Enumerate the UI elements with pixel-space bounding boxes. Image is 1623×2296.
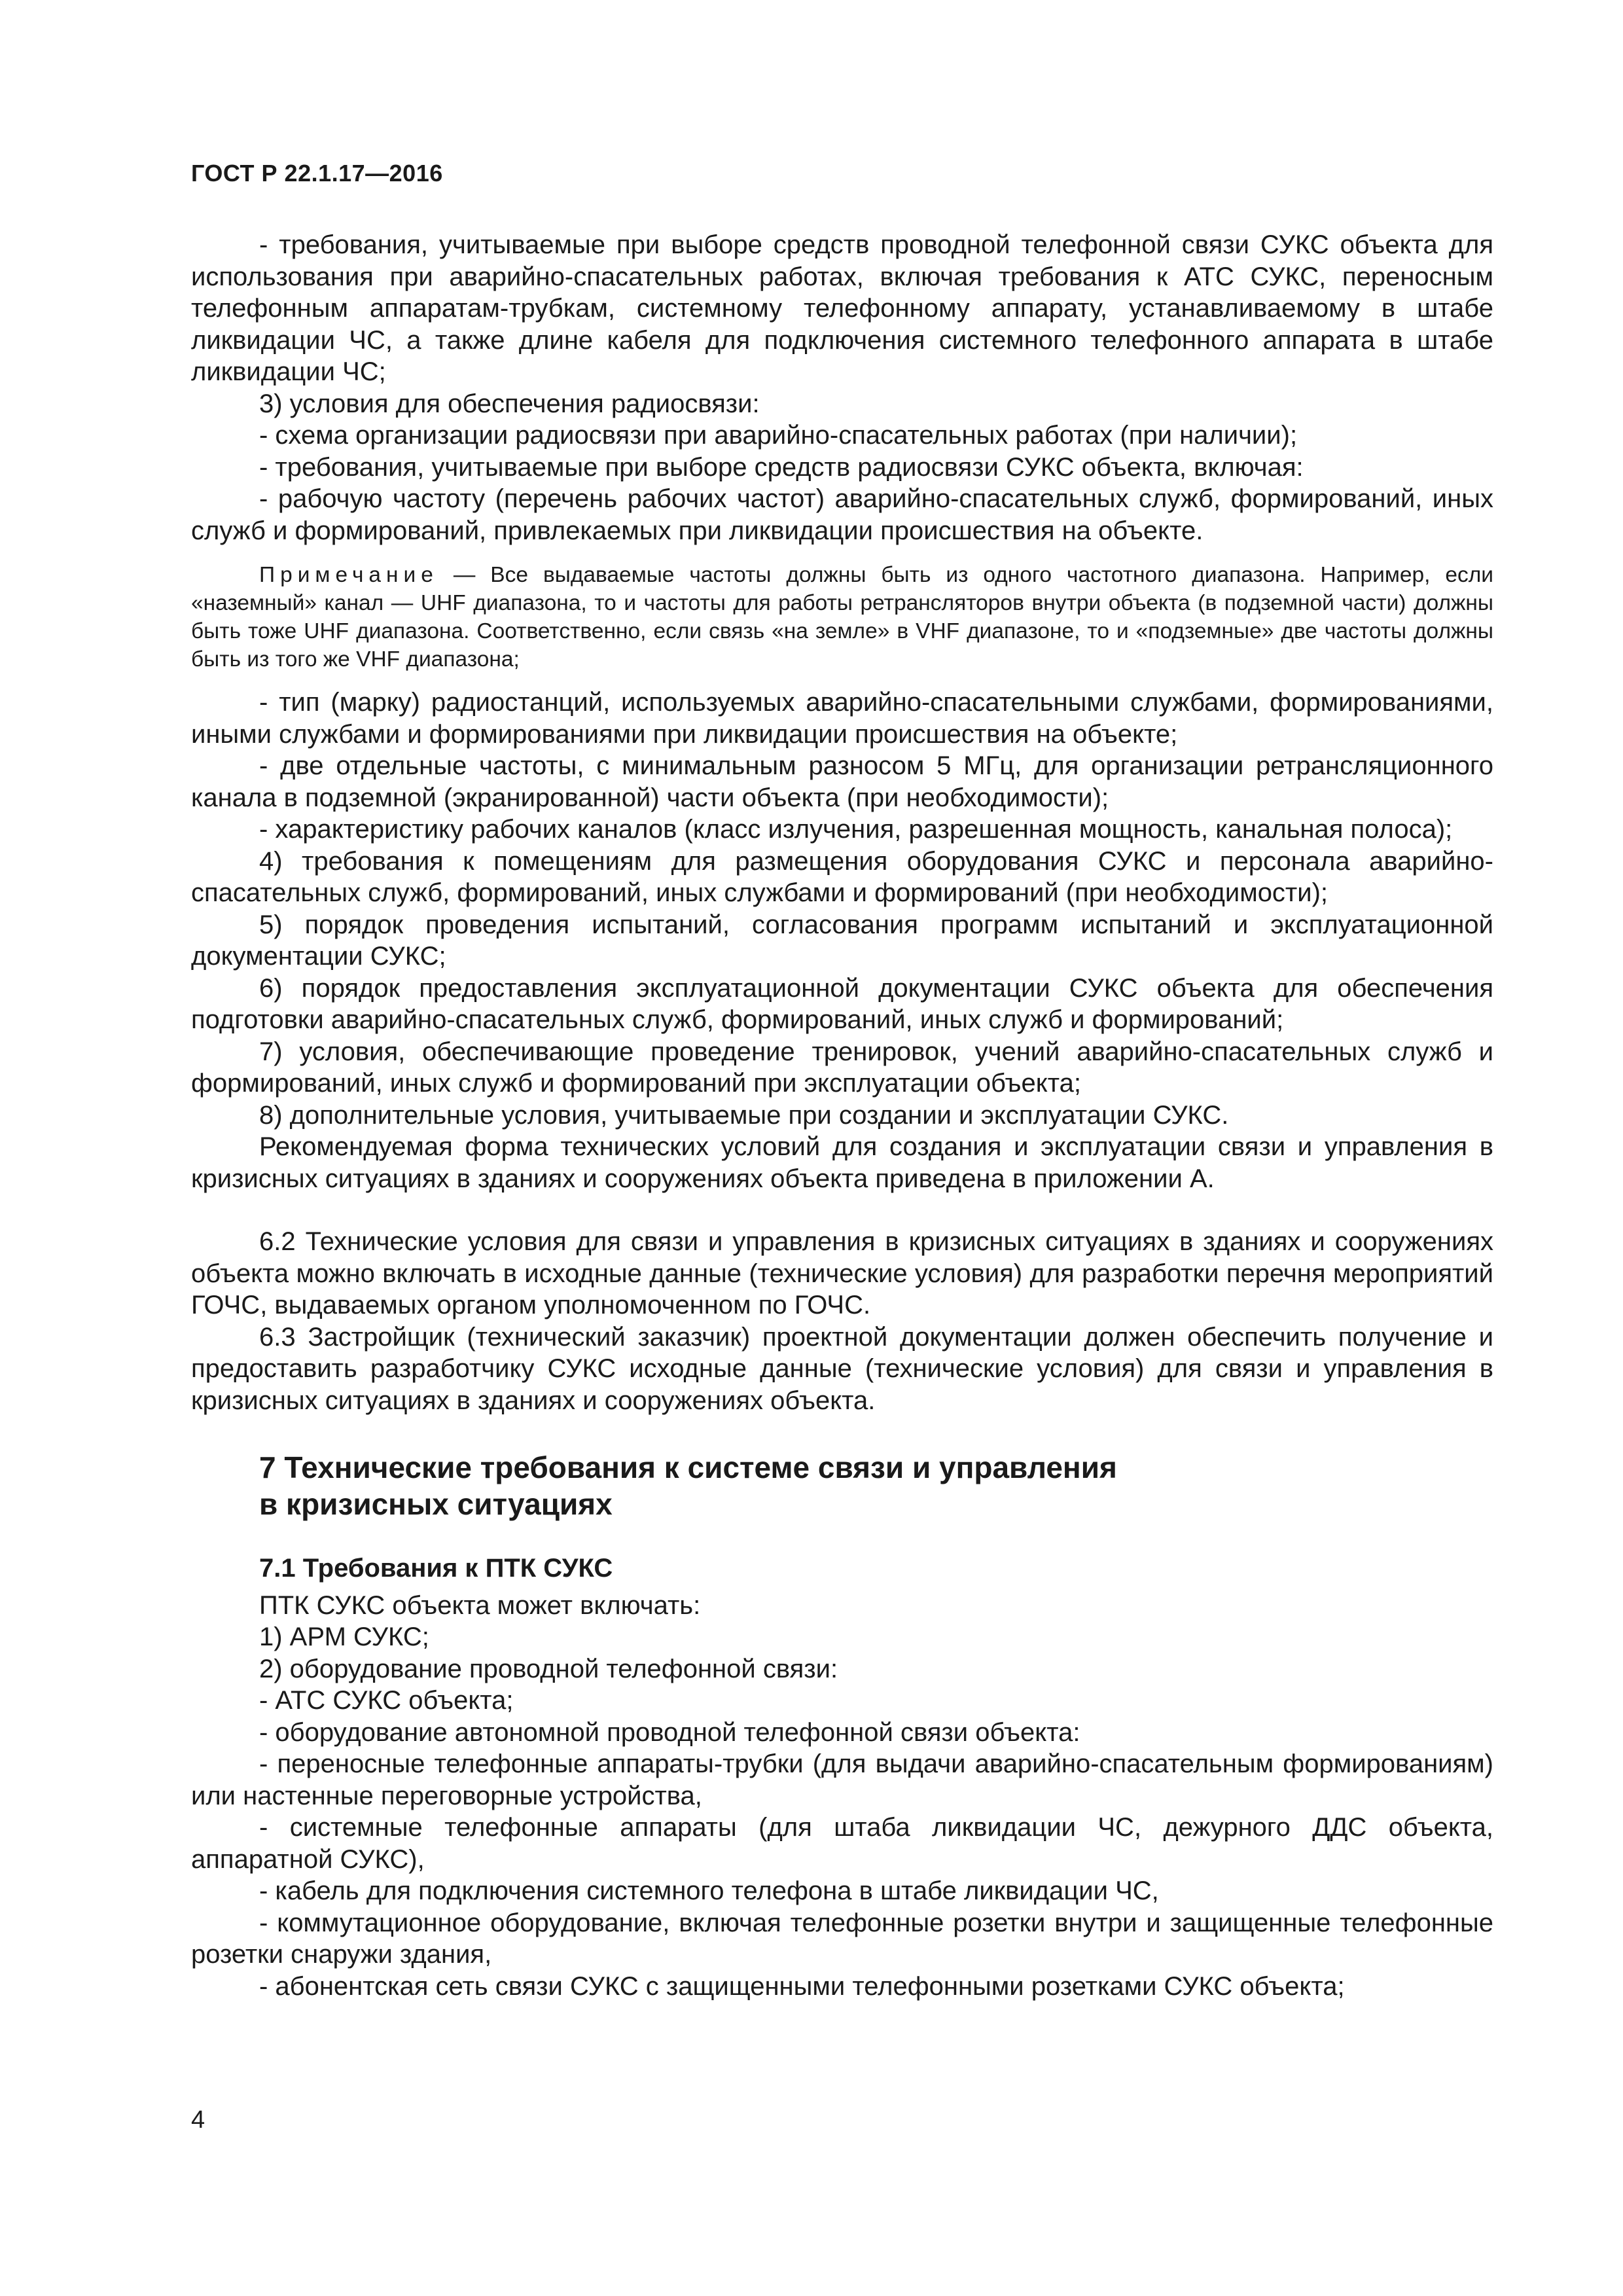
section-7-heading	[259, 1449, 1493, 1522]
list-item: - абонентская сеть связи СУКС с защищенными телефонными розетками СУКС объекта;	[259, 1971, 1345, 2001]
paragraph: - рабочую частоту (перечень рабочих частот) аварийно-спасательных служб, формирований, иных служб и формирований, привлекаемых при ликвидации происшествия на объекте.	[191, 484, 1493, 545]
list-item: - переносные телефонные аппараты-трубки (для выдачи аварийно-спасательным формированиям) или настенные переговорные устройства,	[191, 1749, 1493, 1810]
list-item: - системные телефонные аппараты (для штаба ликвидации ЧС, дежурного ДДС объекта, аппаратной СУКС),	[191, 1813, 1493, 1874]
paragraph: 8) дополнительные условия, учитываемые при создании и эксплуатации СУКС.	[259, 1100, 1229, 1130]
paragraph: 3) условия для обеспечения радиосвязи:	[259, 389, 760, 418]
note-label: Примечание	[259, 563, 438, 587]
list-item: - коммутационное оборудование, включая телефонные розетки внутри и защищенные телефонные розетки снаружи здания,	[191, 1908, 1493, 1969]
clause-6-2: 6.2 Технические условия для связи и управления в кризисных ситуациях в зданиях и сооружениях объекта можно включать в исходные данные (технические условия) для разработки перечня мероприятий ГОЧС, выдаваемых органом уполномоченном по ГОЧС.	[191, 1227, 1493, 1319]
list-item: - оборудование автономной проводной телефонной связи объекта:	[259, 1717, 1080, 1747]
paragraph: 4) требования к помещениям для размещения оборудования СУКС и персонала аварийно-спасательных служб, формирований, иных службами и формирований (при необходимости);	[191, 846, 1493, 907]
clause-6-3: 6.3 Застройщик (технический заказчик) проектной документации должен обеспечить получение и предоставить разработчику СУКС исходные данные (технические условия) для связи и управления в кризисных ситуациях в зданиях и сооружениях объекта.	[191, 1322, 1493, 1415]
paragraph: - требования, учитываемые при выборе средств проводной телефонной связи СУКС объекта для использования при аварийно-спасательных работах, включая требования к АТС СУКС, переносным телефонным аппаратам-трубкам, системному телефонному аппарату, устанавливаемому в штабе ликвидации ЧС, а также длине кабеля для подключения системного телефонного аппарата в штабе ликвидации ЧС;	[191, 230, 1493, 386]
section-7-heading-line: в кризисных ситуациях	[259, 1487, 613, 1521]
paragraph: - характеристику рабочих каналов (класс излучения, разрешенная мощность, канальная полоса);	[259, 815, 1453, 844]
note-text: — Все выдаваемые частоты должны быть из одного частотного диапазона. Например, если «наземный» канал — UHF диапазона, то и частоты для работы ретрансляторов внутри объекта (в подземной части) должны быть тоже UHF диапазона. Соответственно, если связь «на земле» в VHF диапазоне, то и «подземные» две частоты должны быть из того же VHF диапазона;	[191, 563, 1493, 672]
paragraph: - две отдельные частоты, с минимальным разносом 5 МГц, для организации ретрансляционного канала в подземной (экранированной) части объекта (при необходимости);	[191, 751, 1493, 812]
section-7-heading-line: 7 Технические требования к системе связи и управления	[259, 1450, 1117, 1484]
paragraph: - тип (марку) радиостанций, используемых аварийно-спасательными службами, формированиями, иными службами и формированиями при ликвидации происшествия на объекте;	[191, 688, 1493, 749]
standard-header: ГОСТ Р 22.1.17—2016	[191, 160, 443, 187]
list-item: 1) АРМ СУКС;	[259, 1623, 429, 1651]
subsection-7-1-heading: 7.1 Требования к ПТК СУКС	[259, 1554, 613, 1583]
paragraph: Рекомендуемая форма технических условий для создания и эксплуатации связи и управления в кризисных ситуациях в зданиях и сооружениях объекта приведена в приложении А.	[191, 1132, 1493, 1193]
list-item: - кабель для подключения системного телефона в штабе ликвидации ЧС,	[259, 1876, 1159, 1905]
paragraph: ПТК СУКС объекта может включать:	[259, 1590, 701, 1620]
paragraph: 6) порядок предоставления эксплуатационной документации СУКС объекта для обеспечения подготовки аварийно-спасательных служб, формирований, иных служб и формирований;	[191, 973, 1493, 1034]
paragraph: 7) условия, обеспечивающие проведение тренировок, учений аварийно-спасательных служб и формирований, иных служб и формирований при эксплуатации объекта;	[191, 1037, 1493, 1098]
paragraph: - схема организации радиосвязи при аварийно-спасательных работах (при наличии);	[259, 421, 1298, 450]
paragraph: - требования, учитываемые при выборе средств радиосвязи СУКС объекта, включая:	[259, 452, 1304, 482]
note-paragraph	[191, 561, 1493, 673]
list-item: - АТС СУКС объекта;	[259, 1686, 514, 1715]
page-body	[191, 229, 1493, 2002]
page-number: 4	[191, 2106, 205, 2134]
list-item: 2) оборудование проводной телефонной связи:	[259, 1654, 838, 1683]
paragraph: 5) порядок проведения испытаний, согласования программ испытаний и эксплуатационной документации СУКС;	[191, 910, 1493, 971]
